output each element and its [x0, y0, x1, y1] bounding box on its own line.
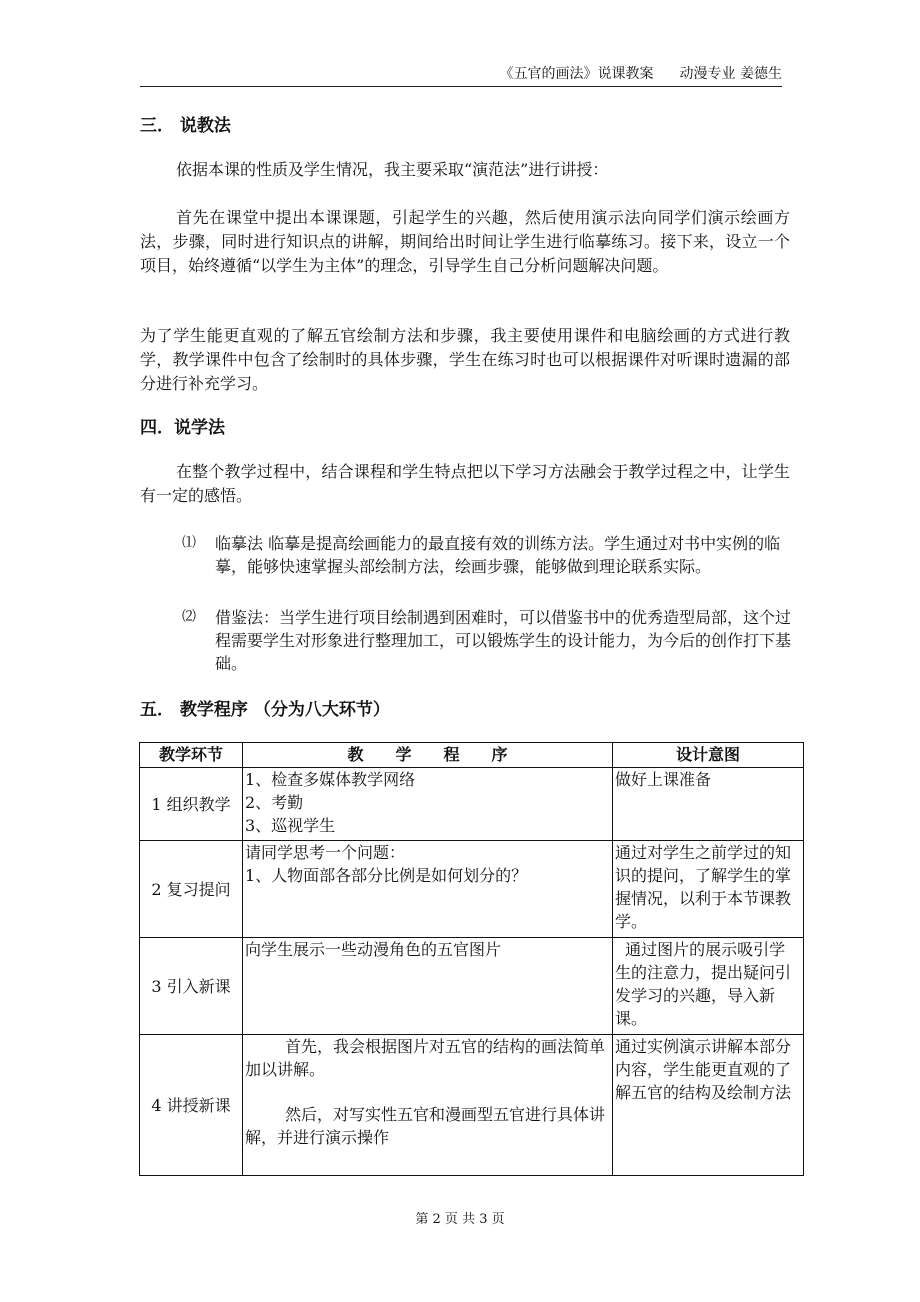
procedure-line: 然后，对写实性五官和漫画型五官进行具体讲解，并进行演示操作: [245, 1105, 606, 1147]
procedure-cell: [243, 1035, 613, 1176]
table-row: [140, 938, 804, 1035]
page-header: [140, 64, 782, 87]
procedure-spacer: [245, 1081, 610, 1103]
intent-cell: 通过实例演示讲解本部分内容，学生能更直观的了解五官的结构及绘制方法: [613, 1035, 804, 1176]
section5-heading: 五． 教学程序 （分为八大环节）: [140, 700, 390, 720]
header-course-title: 《五官的画法》说课教案: [499, 66, 654, 82]
table-row: [140, 1035, 804, 1176]
learning-method-item-1: [182, 532, 805, 578]
stage-cell: 4 讲授新课: [140, 1035, 243, 1176]
table-header-row: [140, 743, 804, 768]
teaching-program-table: [139, 742, 804, 1176]
procedure-line: 2、考勤: [245, 793, 304, 812]
section4-paragraph-1: 在整个教学过程中，结合课程和学生特点把以下学习方法融会于教学过程之中，让学生有一定的感悟。: [140, 462, 790, 505]
column-header-procedure: 教 学 程 序: [243, 743, 613, 768]
list-text: 借鉴法：当学生进行项目绘制遇到困难时，可以借鉴书中的优秀造型局部，这个过程需要学生对形象进行整理加工，可以锻炼学生的设计能力，为今后的创作打下基础。: [215, 608, 792, 673]
procedure-line: 1、检查多媒体教学网络: [245, 770, 416, 789]
procedure-line: 1、人物面部各部分比例是如何划分的？: [245, 866, 528, 885]
list-number: ⑴: [182, 535, 196, 551]
page-footer: 第 2 页 共 3 页: [415, 1212, 505, 1227]
table-row: [140, 841, 804, 938]
stage-cell: 2 复习提问: [140, 841, 243, 938]
procedure-line: 3、巡视学生: [245, 816, 336, 835]
procedure-cell: [243, 841, 613, 938]
section3-heading: 三． 说教法: [140, 116, 231, 136]
list-text: 临摹法 临摹是提高绘画能力的最直接有效的训练方法。学生通过对书中实例的临摹，能够快速掌握头部绘制方法，绘画步骤，能够做到理论联系实际。: [215, 534, 781, 576]
procedure-line: 向学生展示一些动漫角色的五官图片: [245, 940, 502, 959]
section3-paragraph-3: 为了学生能更直观的了解五官绘制方法和步骤，我主要使用课件和电脑绘画的方式进行教学，教学课件中包含了绘制时的具体步骤，学生在练习时也可以根据课件对听课时遗漏的部分进行补充学习。: [140, 326, 790, 393]
procedure-cell: [243, 768, 613, 841]
column-header-intent: 设计意图: [613, 743, 804, 768]
stage-cell: 3 引入新课: [140, 938, 243, 1035]
learning-method-item-2: [182, 606, 805, 675]
intent-cell: 做好上课准备: [613, 768, 804, 841]
section3-paragraph-1: 依据本课的性质及学生情况，我主要采取“演范法”进行讲授：: [176, 160, 609, 179]
list-number: ⑵: [182, 609, 196, 625]
column-header-stage: 教学环节: [140, 743, 243, 768]
stage-cell: 1 组织教学: [140, 768, 243, 841]
intent-cell: 通过对学生之前学过的知识的提问，了解学生的掌握情况，以利于本节课教学。: [613, 841, 804, 938]
procedure-line: 首先，我会根据图片对五官的结构的画法简单加以讲解。: [245, 1037, 606, 1079]
intent-cell: 通过图片的展示吸引学生的注意力，提出疑问引发学习的兴趣，导入新课。: [613, 938, 804, 1035]
procedure-cell: [243, 938, 613, 1035]
table-row: [140, 768, 804, 841]
procedure-line: 请同学思考一个问题：: [245, 843, 406, 862]
section3-paragraph-2: 首先在课堂中提出本课课题，引起学生的兴趣，然后使用演示法向同学们演示绘画方法，步骤，同时进行知识点的讲解，期间给出时间让学生进行临摹练习。接下来，设立一个项目，始终遵循“以学生为主体”的理念，引导学生自己分析问题解决问题。: [140, 208, 790, 275]
header-department-author: 动漫专业 姜德生: [679, 66, 782, 82]
section4-heading: 四．说学法: [140, 418, 225, 438]
